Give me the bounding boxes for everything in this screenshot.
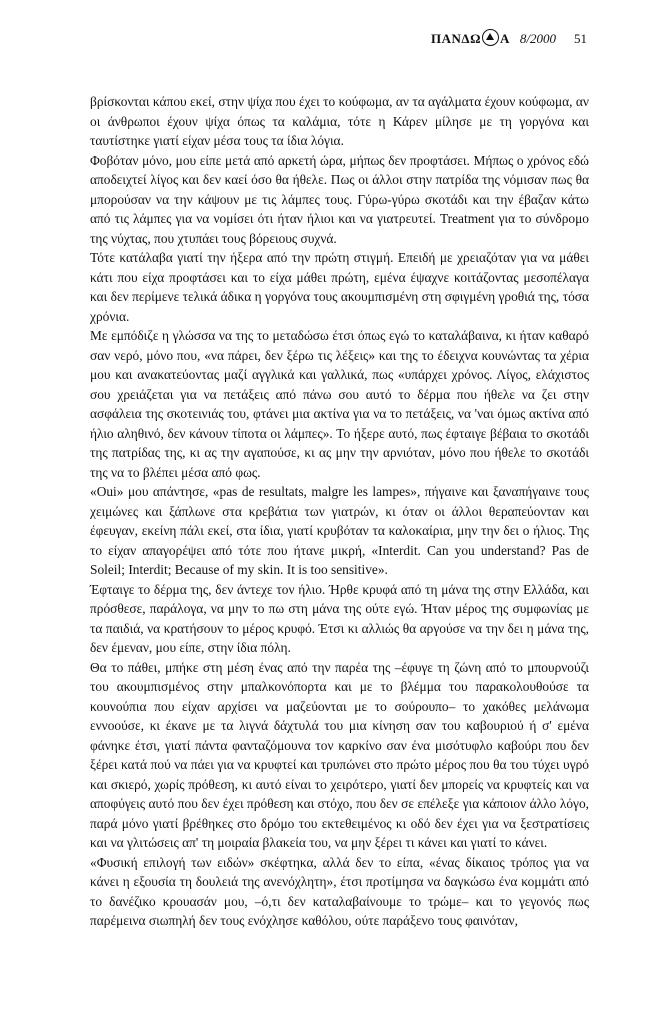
brand-left: ΠΑΝΔΩ [431, 30, 481, 46]
paragraph: «Oui» μου απάντησε, «pas de resultats, malgre les lampes», πήγαινε και ξαναπήγαινε τους χειμώνες και ξάπλωνε στα κρεβάτια των γιατρών, κι όταν οι άλλοι θεραπεύονταν και έφευγαν, εκείνη πάλι εκεί, στα ίδια, γιατί κρυβόταν τα καλοκαίρια, μην την δει ο ήλιος. Της το είχαν απαγορέψει από τότε που ήτανε μικρή, «Interdit. Can you understand? Pas de Soleil; Interdit; Because of my skin. It is too sensitive». [90, 484, 589, 577]
issue-number: 8/2000 [519, 30, 556, 46]
brand-right: Α [499, 30, 510, 46]
paragraph: Τότε κατάλαβα γιατί την ήξερα από την πρώτη στιγμή. Επειδή με χρειαζόταν για να μάθει κάτι που είχα προφτάσει και το είχα μάθει πρώτη, εμένα έψαχνε κοιτάζοντας μεσοπέλαγα και δεν περίμενε τελικά άδικα η γοργόνα τους ακουμπισμένη στη σφιγμένη γροθιά της, τόσα χρόνια. [90, 250, 589, 324]
logo-emblem-icon [482, 29, 499, 46]
paragraph: Έφταιγε το δέρμα της, δεν άντεχε τον ήλιο. Ήρθε κρυφά από τη μάνα της στην Ελλάδα, και πρόσθεσε, παράλογα, να μην το πω στη μάνα της ούτε εγώ. Ήταν μέρος της συμφωνίας με τα παιδιά, να κρατήσουν το μέρος κρυφό. Έτσι κι αλλιώς θα αργούσε να την δει η μάνα της, δεν έμεναν, μου είπε, στην ίδια πόλη. [90, 581, 589, 655]
page-number: 51 [574, 30, 587, 46]
article-body [90, 92, 589, 931]
running-header [431, 30, 587, 47]
paragraph: «Φυσική επιλογή των ειδών» σκέφτηκα, αλλά δεν το είπα, «ένας δίκαιος τρόπος για να κάνει η εξουσία τη δουλειά της ανενόχλητη», έτσι προτίμησα να δαγκώσω ένα κομμάτι από το δανέζικο κρουασάν μου, –ό,τι δεν καταλαβαίνουμε το τρώμε– και το γεγονός πως παρέμεινα σιωπηλή δεν τους ενόχλησε καθόλου, ούτε παράξενο τους φαινόταν, [90, 854, 589, 928]
paragraph: Θα το πάθει, μπήκε στη μέση ένας από την παρέα της –έφυγε τη ζώνη από το μπουρνούζι του ακουμπισμένος στην μπαλκονόπορτα και με το βλέμμα του παρακολουθούσε τα κουνούπια που είχαν αρχίσει να μαζεύονται με το σούρουπο– το χακόθες μελάνωμα εννοούσε, κι έκανε με τα λιγνά δάχτυλά του μια κίνηση σαν του καβουριού ή σ' εμένα φάνηκε έτσι, γιατί πάντα φανταζόμουνα τον καρκίνο σαν ένα μισότυφλο καβούρι που δεν ξέρει κατά πού να πάει για να κρυφτεί και τρυπώνει στο πρώτο μέρος που θα του τύχει υγρό και σκιερό, χωρίς πρόθεση, κι αυτό είναι το χειρότερο, γιατί δεν μπορείς να κρυφτείς και να αποφύγεις αυτό που δεν έχει πρόθεση και στόχο, που δεν σε επέλεξε για κάποιον άλλο λόγο, παρά μόνο γιατί βρέθηκες στο δρόμο του εκτεθειμένος κι οδό δεν έχει για να ξεστρατίσεις και να γλιτώσεις απ' τη μοιραία βλακεία του, να μην ξέρει τι κάνει και γιατί το κάνει. [90, 659, 589, 850]
journal-logo [431, 30, 510, 47]
paragraph: Με εμπόδιζε η γλώσσα να της το μεταδώσω έτσι όπως εγώ το καταλάβαινα, κι ήταν καθαρό σαν νερό, μόνο που, «να πάρει, δεν ξέρω τις λέξεις» και της το έδειχνα κουνώντας τα χέρια μου και ανακατεύοντας μαζί αγγλικά και γαλλικά, πως «υπάρχει χρόνος. Λίγος, ελάχιστος σου χρειάζεται για να πετάξεις από πάνω σου αυτό το δέρμα που ήθελε να ζει στην ασφάλεια της σκοτεινιάς του, φτάνει μια ακτίνα για να το πετάξεις, να 'ναι όμως ακτίνα από ήλιο αληθινό, δεν κάνουν τίποτα οι λάμπες». Το ήξερε αυτό, πως έφταιγε βέβαια το σκοτάδι της πατρίδας της, κι ας την αγαπούσε, κι ας μην την αρνιόταν, μόνο που ήθελε το σκοτάδι της να το βλέπει μέσα από φως. [90, 328, 589, 480]
paragraph: βρίσκονται κάπου εκεί, στην ψίχα που έχει το κούφωμα, αν τα αγάλματα έχουν κούφωμα, αν οι άνθρωποι έχουν ψίχα όπως τα καλάμια, τότε η Κάρεν μίλησε με τη γοργόνα και ταυτίστηκε γιατί είχαν μέσα τους τα ίδια λόγια. [90, 94, 589, 148]
paragraph: Φοβόταν μόνο, μου είπε μετά από αρκετή ώρα, μήπως δεν προφτάσει. Μήπως ο χρόνος εδώ αποδειχτεί λίγος και δεν καεί όσο θα ήθελε. Πως οι άλλοι στην πατρίδα της νόμισαν πως θα μπορούσαν να την κάψουν με τις λάμπες τους. Γύρω-γύρω σκοτάδι και την έβαζαν κάτω από τις λάμπες για να νομίσει ότι ήταν ήλιοι και να γιατρευτεί. Treatment για το σύνδρομο της νύχτας, που χτυπάει τους βόρειους συχνά. [90, 152, 589, 246]
